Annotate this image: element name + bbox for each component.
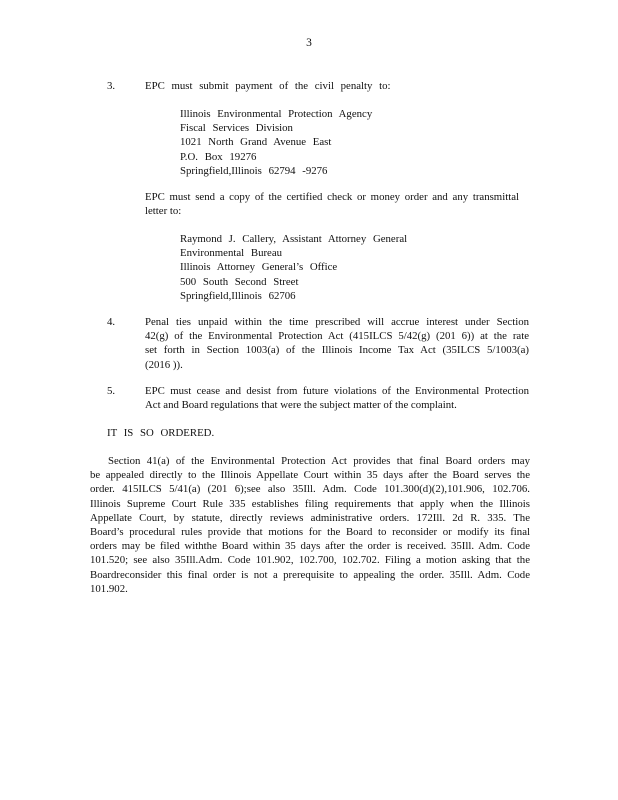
paragraph-line: Appellate Court, by statute, directly reviews administrative orders. 172Ill. 2d R. 335. The [90, 511, 530, 524]
paragraph-line: Section 41(a) of the Environmental Protection Act provides that final Board orders may [108, 455, 530, 467]
paragraph-line: 101.902. [90, 582, 128, 595]
item-3-number: 3. [107, 80, 116, 92]
paragraph-line: orders may be filed withthe Board within 35 days after the order is received. 35Ill. Adm. Code [90, 540, 530, 553]
item-4-text [145, 315, 529, 372]
address-line: 500 South Second Street [180, 275, 299, 288]
paragraph-line: 101.520; see also 35Ill.Adm. Code 101.902, 102.700, 102.702. Filing a motion asking that the [90, 554, 530, 567]
address-line: Raymond J. Callery, Assistant Attorney General [180, 233, 408, 245]
address-line: Environmental Bureau [180, 247, 283, 260]
item-3-text: EPC must submit payment of the civil penalty to: [145, 80, 391, 92]
address-line: P.O. Box 19276 [180, 150, 257, 163]
appeal-paragraph [90, 454, 530, 596]
address-line: Fiscal Services Division [180, 122, 293, 135]
paragraph-line: Boardreconsider this final order is not a prerequisite to appealing the order. 35Ill. Adm. Code [90, 568, 530, 581]
address-line: Springfield,Illinois 62794 -9276 [180, 164, 328, 177]
paragraph-line: Board’s procedural rules provide that motions for the Board to reconsider or modify its final [90, 526, 530, 539]
paragraph-line: order. 415ILCS 5/41(a) (201 6);see also 35Ill. Adm. Code 101.300(d)(2),101.906, 102.706. [90, 483, 530, 496]
item-5-number: 5. [107, 385, 116, 397]
item-5-text [145, 384, 529, 412]
item-5-line: EPC must cease and desist from future violations of the Environmental Protection [145, 385, 529, 397]
paragraph-line: Illinois Supreme Court Rule 335 establishes filing requirements that apply when the Illinois [90, 497, 530, 510]
address-line: Springfield,Illinois 62706 [180, 289, 296, 302]
copy-address [180, 232, 407, 303]
item-4-line: set forth in Section 1003(a) of the Illinois Income Tax Act (35ILCS 5/1003(a) [145, 344, 529, 357]
address-line: Illinois Environmental Protection Agency [180, 108, 373, 120]
item-4-line: 42(g) of the Environmental Protection Act (415ILCS 5/42(g) (201 6)) at the rate [145, 330, 529, 343]
item-5-line: Act and Board regulations that were the subject matter of the complaint. [145, 399, 457, 412]
copy-instruction [145, 190, 519, 218]
page-number: 3 [306, 37, 312, 49]
so-ordered: IT IS SO ORDERED. [107, 427, 215, 439]
item-4-line: (2016 )). [145, 358, 183, 371]
payment-address [180, 107, 372, 178]
copy-line: letter to: [145, 205, 182, 218]
item-4-number: 4. [107, 316, 116, 328]
copy-line: EPC must send a copy of the certified check or money order and any transmittal [145, 191, 519, 203]
address-line: Illinois Attorney General’s Office [180, 261, 338, 274]
paragraph-line: be appealed directly to the Illinois Appellate Court within 35 days after the Board serves the [90, 469, 530, 482]
item-4-line: Penal ties unpaid within the time prescribed will accrue interest under Section [145, 316, 529, 328]
address-line: 1021 North Grand Avenue East [180, 136, 332, 149]
